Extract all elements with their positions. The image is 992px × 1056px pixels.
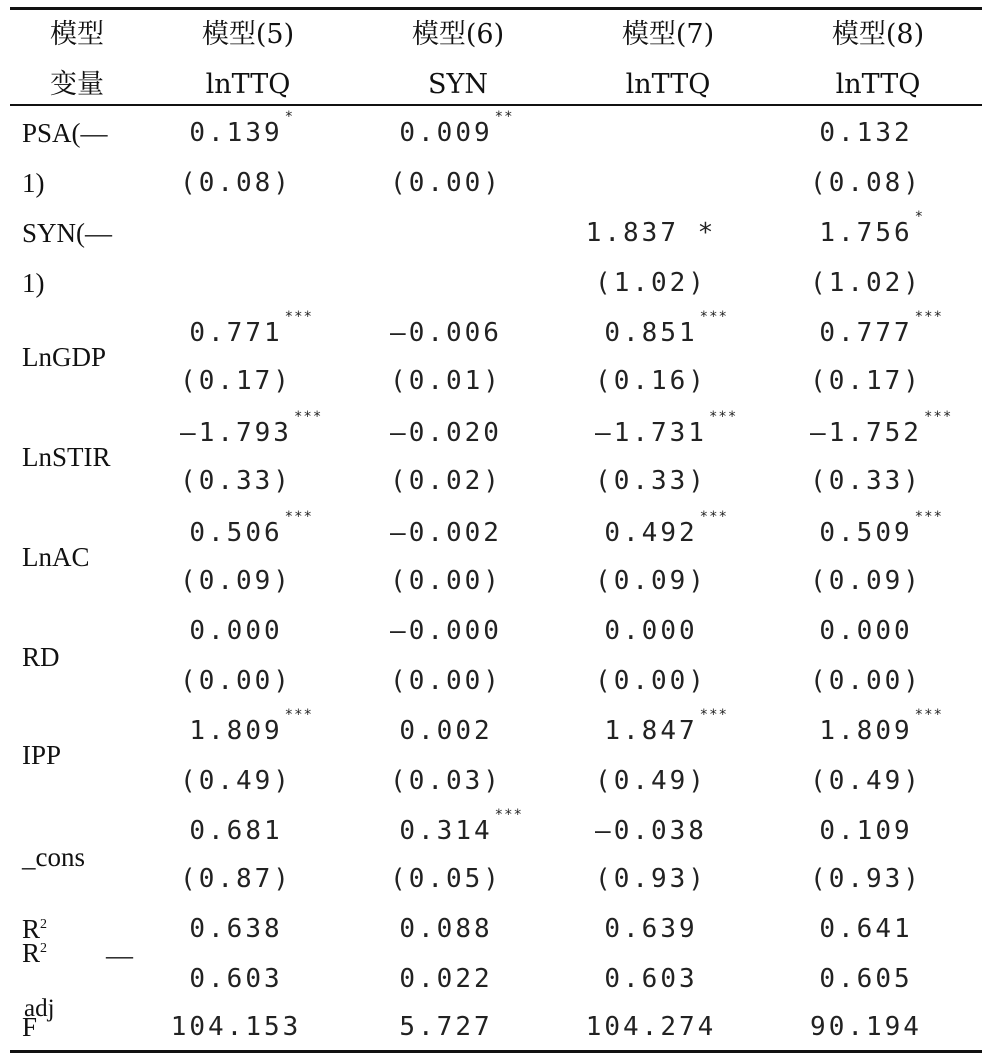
- label-cons: _cons: [22, 842, 85, 872]
- label-adj: adj: [24, 995, 55, 1022]
- significance-stars: ***: [708, 409, 738, 425]
- cell-rd-coef-model-6: [390, 616, 502, 646]
- top-rule: [10, 7, 982, 10]
- cell-value: (0.00): [810, 666, 922, 696]
- cell-cons-se-model-8: [810, 864, 922, 894]
- cell-ipp-se-model-5: [180, 766, 292, 796]
- cell-lnstir-se-model-6: [390, 466, 502, 496]
- cell-value: 0.639: [604, 914, 698, 944]
- significance-stars: *: [914, 209, 925, 225]
- cell-lngdp-coef-model-6: [390, 318, 502, 348]
- cell-value: (0.93): [595, 864, 707, 894]
- cell-value: 0.605: [819, 964, 913, 994]
- cell-value: (1.02): [810, 268, 922, 298]
- label-adjr2-base: R: [22, 938, 41, 968]
- cell-value: 0.109: [819, 816, 913, 846]
- cell-lngdp-se-model-7: [595, 366, 707, 396]
- significance-stars: ***: [293, 409, 323, 425]
- cell-syn-se-model-8: [810, 268, 922, 298]
- cell-lnac-se-model-6: [390, 566, 502, 596]
- cell-ipp-coef-model-7: [604, 707, 728, 746]
- label-ipp: IPP: [22, 740, 62, 770]
- cell-lnstir-coef-model-5: [180, 409, 323, 448]
- cell-ipp-se-model-6: [390, 766, 502, 796]
- cell-lnstir-coef-model-7: [595, 409, 738, 448]
- cell-syn-coef-model-7: [586, 218, 717, 248]
- cell-rd-coef-model-7: [604, 616, 697, 646]
- cell-f-model-7: [586, 1012, 717, 1042]
- cell-value: (0.03): [390, 766, 502, 796]
- cell-adjr2-model-5: [189, 964, 282, 994]
- significance-stars: ***: [699, 509, 728, 525]
- cell-lnac-coef-model-8: [819, 509, 943, 548]
- cell-value: 1.809: [819, 716, 913, 746]
- cell-psa-coef-model-5: [189, 109, 295, 148]
- cell-f-model-6: [399, 1012, 492, 1042]
- cell-value: —1.731: [595, 418, 707, 448]
- cell-value: 0.314: [399, 816, 493, 846]
- cell-cons-se-model-5: [180, 864, 292, 894]
- cell-value: (0.49): [810, 766, 922, 796]
- label-lnstir: LnSTIR: [22, 442, 111, 472]
- cell-lngdp-se-model-5: [180, 366, 292, 396]
- cell-value: 0.000: [819, 616, 913, 646]
- label-psa-line2: 1): [22, 168, 45, 198]
- cell-value: 0.681: [189, 816, 283, 846]
- cell-cons-coef-model-5: [189, 816, 282, 846]
- cell-value: 90.194: [810, 1012, 922, 1042]
- cell-r2-model-7: [604, 914, 697, 944]
- cell-ipp-se-model-7: [595, 766, 707, 796]
- cell-value: 1.756: [819, 218, 913, 248]
- cell-psa-coef-model-8: [819, 118, 912, 148]
- cell-lnac-se-model-7: [595, 566, 707, 596]
- cell-value: (0.05): [390, 864, 502, 894]
- cell-value: (0.00): [595, 666, 707, 696]
- label-lnac: LnAC: [22, 542, 90, 572]
- significance-stars: **: [494, 109, 514, 125]
- cell-rd-coef-model-8: [819, 616, 912, 646]
- cell-value: (0.00): [390, 566, 502, 596]
- cell-rd-coef-model-5: [189, 616, 282, 646]
- cell-adjr2-model-8: [819, 964, 912, 994]
- cell-value: 0.509: [819, 518, 913, 548]
- cell-r2-model-6: [399, 914, 492, 944]
- cell-value: 0.139: [189, 118, 283, 148]
- header-dep-8: lnTTQ: [835, 69, 921, 100]
- cell-value: (0.33): [595, 466, 707, 496]
- cell-psa-se-model-6: [390, 168, 502, 198]
- cell-value: 0.009: [399, 118, 493, 148]
- cell-lnstir-se-model-5: [180, 466, 292, 496]
- cell-cons-se-model-7: [595, 864, 707, 894]
- cell-lngdp-coef-model-7: [604, 309, 728, 348]
- cell-lngdp-coef-model-5: [189, 309, 313, 348]
- cell-value: —1.752: [810, 418, 922, 448]
- cell-lngdp-se-model-6: [390, 366, 502, 396]
- significance-stars: ***: [914, 309, 943, 325]
- cell-value: (0.87): [180, 864, 292, 894]
- cell-ipp-coef-model-5: [189, 707, 313, 746]
- cell-ipp-coef-model-6: [399, 716, 492, 746]
- label-adjr2: [22, 938, 47, 968]
- cell-rd-se-model-7: [595, 666, 707, 696]
- label-psa-line1: PSA(—: [22, 118, 108, 148]
- label-r2-sup: 2: [40, 917, 48, 932]
- cell-value: (0.08): [180, 168, 292, 198]
- cell-value: (0.17): [180, 366, 292, 396]
- header-model: 模型: [50, 19, 104, 50]
- cell-value: 0.022: [399, 964, 493, 994]
- header-model-8: 模型(8): [831, 19, 925, 50]
- cell-value: (0.08): [810, 168, 922, 198]
- cell-value: 0.641: [819, 914, 913, 944]
- cell-value: 0.088: [399, 914, 493, 944]
- cell-value: (0.09): [180, 566, 292, 596]
- bottom-rule: [10, 1050, 982, 1053]
- significance-stars: ***: [494, 807, 523, 823]
- cell-value: 0.771: [189, 318, 283, 348]
- cell-value: 0.638: [189, 914, 283, 944]
- cell-value: 1.837 *: [585, 218, 717, 248]
- cell-ipp-coef-model-8: [819, 707, 943, 746]
- cell-ipp-se-model-8: [810, 766, 922, 796]
- cell-value: —1.793: [180, 418, 292, 448]
- cell-value: 0.000: [604, 616, 698, 646]
- cell-value: 0.603: [189, 964, 283, 994]
- header-model-7: 模型(7): [621, 19, 715, 50]
- cell-value: —0.006: [390, 318, 502, 348]
- cell-value: (1.02): [595, 268, 707, 298]
- significance-stars: ***: [914, 509, 943, 525]
- cell-cons-se-model-6: [390, 864, 502, 894]
- cell-r2-model-5: [189, 914, 282, 944]
- cell-lnac-coef-model-7: [604, 509, 728, 548]
- significance-stars: ***: [699, 309, 728, 325]
- cell-value: (0.02): [390, 466, 502, 496]
- cell-lngdp-coef-model-8: [819, 309, 943, 348]
- significance-stars: ***: [284, 309, 313, 325]
- cell-lnac-se-model-8: [810, 566, 922, 596]
- cell-rd-se-model-6: [390, 666, 502, 696]
- cell-value: (0.93): [810, 864, 922, 894]
- header-variable: 变量: [50, 69, 104, 100]
- cell-value: (0.09): [595, 566, 707, 596]
- significance-stars: ***: [923, 409, 953, 425]
- cell-lngdp-se-model-8: [810, 366, 922, 396]
- cell-value: 104.153: [170, 1012, 302, 1042]
- cell-value: —0.020: [390, 418, 502, 448]
- cell-rd-se-model-8: [810, 666, 922, 696]
- cell-value: (0.01): [390, 366, 502, 396]
- header-dep-5: lnTTQ: [205, 69, 291, 100]
- cell-value: —0.000: [390, 616, 502, 646]
- cell-f-model-8: [810, 1012, 922, 1042]
- cell-value: (0.16): [595, 366, 707, 396]
- cell-value: (0.00): [180, 666, 292, 696]
- header-model-6: 模型(6): [411, 19, 505, 50]
- cell-psa-coef-model-6: [399, 109, 514, 148]
- cell-value: (0.33): [180, 466, 292, 496]
- cell-value: 0.777: [819, 318, 913, 348]
- cell-value: (0.49): [180, 766, 292, 796]
- cell-value: 104.274: [585, 1012, 717, 1042]
- cell-value: (0.17): [810, 366, 922, 396]
- cell-value: —0.038: [595, 816, 707, 846]
- cell-cons-coef-model-7: [595, 816, 707, 846]
- cell-value: 5.727: [399, 1012, 493, 1042]
- cell-lnstir-coef-model-8: [810, 409, 953, 448]
- cell-syn-coef-model-8: [819, 209, 925, 248]
- cell-value: 0.851: [604, 318, 698, 348]
- cell-lnac-coef-model-6: [390, 518, 502, 548]
- label-syn-line2: 1): [22, 268, 45, 298]
- cell-adjr2-model-6: [399, 964, 492, 994]
- significance-stars: ***: [699, 707, 728, 723]
- significance-stars: ***: [914, 707, 943, 723]
- cell-value: (0.49): [595, 766, 707, 796]
- cell-psa-se-model-5: [180, 168, 292, 198]
- cell-psa-se-model-8: [810, 168, 922, 198]
- header-dep-7: lnTTQ: [625, 69, 711, 100]
- label-rd: RD: [22, 642, 60, 672]
- cell-lnac-coef-model-5: [189, 509, 313, 548]
- cell-value: 0.002: [399, 716, 493, 746]
- cell-value: (0.09): [810, 566, 922, 596]
- cell-value: 1.847: [604, 716, 698, 746]
- cell-lnstir-coef-model-6: [390, 418, 502, 448]
- cell-value: 0.603: [604, 964, 698, 994]
- header-rule: [10, 104, 982, 106]
- label-syn-line1: SYN(—: [22, 218, 113, 248]
- label-f: F: [22, 1012, 38, 1042]
- cell-lnac-se-model-5: [180, 566, 292, 596]
- label-adjr2-sup: 2: [40, 941, 48, 956]
- cell-value: 0.492: [604, 518, 698, 548]
- cell-rd-se-model-5: [180, 666, 292, 696]
- cell-value: 1.809: [189, 716, 283, 746]
- significance-stars: *: [284, 109, 295, 125]
- cell-value: 0.000: [189, 616, 283, 646]
- cell-value: (0.33): [810, 466, 922, 496]
- cell-value: —0.002: [390, 518, 502, 548]
- cell-syn-se-model-7: [595, 268, 707, 298]
- cell-value: (0.00): [390, 666, 502, 696]
- label-r2-base: R: [22, 914, 41, 944]
- cell-adjr2-model-7: [604, 964, 697, 994]
- cell-lnstir-se-model-7: [595, 466, 707, 496]
- significance-stars: ***: [284, 707, 313, 723]
- significance-stars: ***: [284, 509, 313, 525]
- label-lngdp: LnGDP: [22, 342, 107, 372]
- cell-cons-coef-model-8: [819, 816, 912, 846]
- cell-value: 0.132: [819, 118, 913, 148]
- cell-r2-model-8: [819, 914, 912, 944]
- cell-value: (0.00): [390, 168, 502, 198]
- label-adjr2-dash: —: [106, 940, 133, 970]
- header-model-5: 模型(5): [201, 19, 295, 50]
- cell-value: 0.506: [189, 518, 283, 548]
- header-dep-6: SYN: [428, 69, 488, 100]
- cell-lnstir-se-model-8: [810, 466, 922, 496]
- cell-f-model-5: [171, 1012, 302, 1042]
- cell-cons-coef-model-6: [399, 807, 523, 846]
